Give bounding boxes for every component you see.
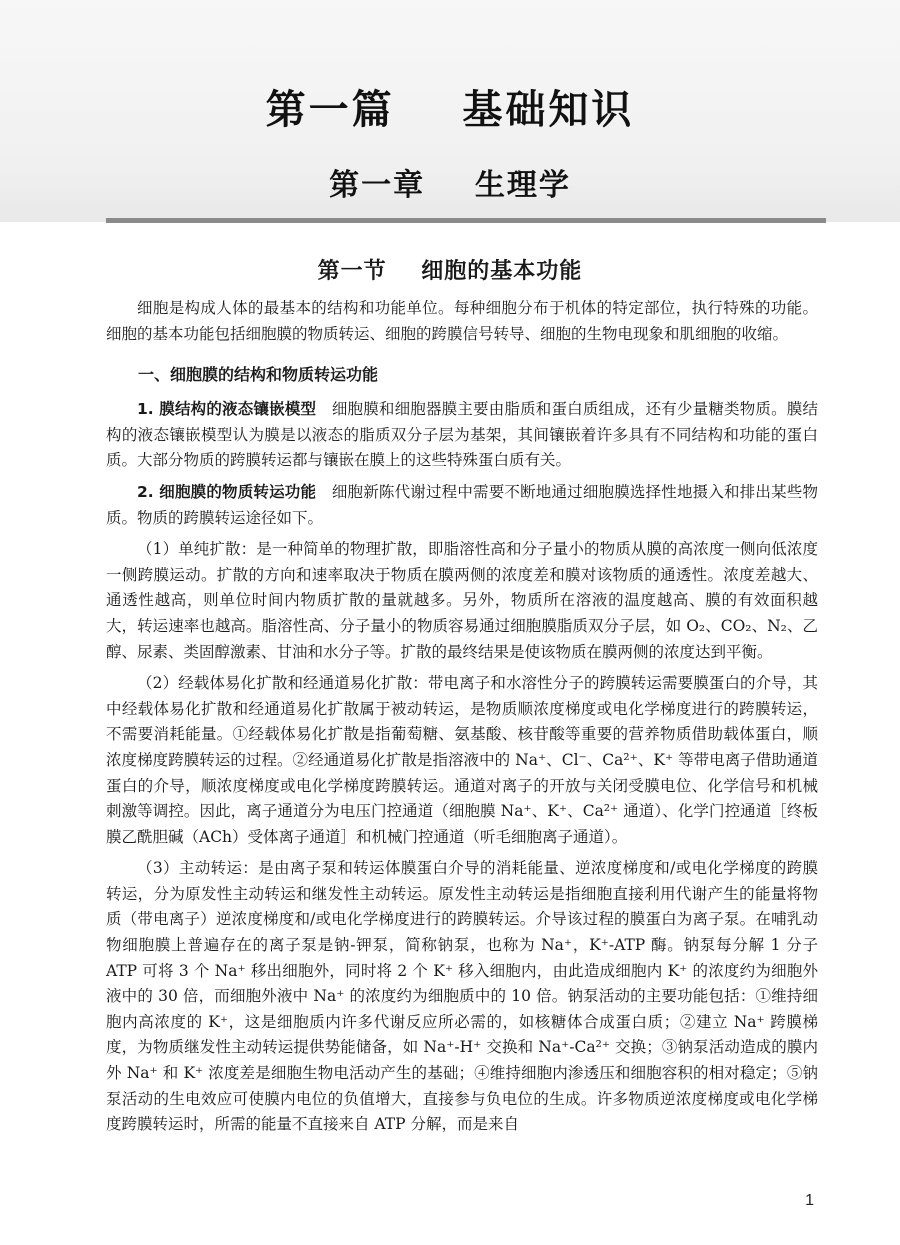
paragraph-transport-function	[106, 480, 818, 531]
term-fluid-mosaic: 1. 膜结构的液态镶嵌模型	[137, 400, 317, 419]
page-number: 1	[805, 1192, 814, 1209]
text-fluid-mosaic: 细胞膜和细胞器膜主要由脂质和蛋白质组成，还有少量糖类物质。膜结构的液态镶嵌模型认为膜是以液态的脂质双分子层为基架，其间镶嵌着许多具有不同结构和功能的蛋白质。大部分物质的跨膜转运都与镶嵌在膜上的这些特殊蛋白质有关。	[106, 400, 818, 470]
paragraph-simple-diffusion: （1）单纯扩散：是一种简单的物理扩散，即脂溶性高和分子量小的物质从膜的高浓度一侧向低浓度一侧跨膜运动。扩散的方向和速率取决于物质在膜两侧的浓度差和膜对该物质的通透性。浓度差越大、通透性越高，则单位时间内物质扩散的量就越多。另外，物质所在溶液的温度越高、膜的有效面积越大，转运速率也越高。脂溶性高、分子量小的物质容易通过细胞膜脂质双分子层，如 O₂、CO₂、N₂、乙醇、尿素、类固醇激素、甘油和水分子等。扩散的最终结果是使该物质在膜两侧的浓度达到平衡。	[106, 540, 818, 661]
chapter-title: 第一章 生理学	[329, 168, 571, 203]
part-title: 第一篇 基础知识	[265, 87, 635, 133]
heading-membrane-structure: 一、细胞膜的结构和物质转运功能	[138, 365, 379, 385]
paragraph-facilitated-diffusion: （2）经载体易化扩散和经通道易化扩散：带电离子和水溶性分子的跨膜转运需要膜蛋白的介导，其中经载体易化扩散和经通道易化扩散属于被动转运，是物质顺浓度梯度或电化学梯度进行的跨膜转运，不需要消耗能量。①经载体易化扩散是指葡萄糖、氨基酸、核苷酸等重要的营养物质借助载体蛋白，顺浓度梯度跨膜转运的过程。②经通道易化扩散是指溶液中的 Na⁺、Cl⁻、Ca²⁺、K⁺ 等带电离子借助通道蛋白的介导，顺浓度梯度或电化学梯度跨膜转运。通道对离子的开放与关闭受膜电位、化学信号和机械刺激等调控。因此，离子通道分为电压门控通道（细胞膜 Na⁺、K⁺、Ca²⁺ 通道）、化学门控通道［终板膜乙酰胆碱（ACh）受体离子通道］和机械门控通道（听毛细胞离子通道）。	[106, 674, 818, 846]
section-title: 第一节 细胞的基本功能	[317, 259, 583, 284]
paragraph-fluid-mosaic	[106, 397, 818, 474]
paragraph-active-transport: （3）主动转运：是由离子泵和转运体膜蛋白介导的消耗能量、逆浓度梯度和/或电化学梯度的跨膜转运，分为原发性主动转运和继发性主动转运。原发性主动转运是指细胞直接利用代谢产生的能量将物质（带电离子）逆浓度梯度和/或电化学梯度进行的跨膜转运。介导该过程的膜蛋白为离子泵。在哺乳动物细胞膜上普遍存在的离子泵是钠-钾泵，简称钠泵，也称为 Na⁺，K⁺-ATP 酶。钠泵每分解 1 分子 ATP 可将 3 个 Na⁺ 移出细胞外，同时将 2 个 K⁺ 移入细胞内，由此造成细胞内 K⁺ 的浓度约为细胞外液中的 30 倍，而细胞外液中 Na⁺ 的浓度约为细胞质中的 10 倍。钠泵活动的主要功能包括：①维持细胞内高浓度的 K⁺，这是细胞质内许多代谢反应所必需的，如核糖体合成蛋白质；②建立 Na⁺ 跨膜梯度，为物质继发性主动转运提供势能储备，如 Na⁺-H⁺ 交换和 Na⁺-Ca²⁺ 交换；③钠泵活动造成的膜内外 Na⁺ 和 K⁺ 浓度差是细胞生物电活动产生的基础；④维持细胞内渗透压和细胞容积的相对稳定；⑤钠泵活动的生电效应可使膜内电位的负值增大，直接参与负电位的生成。许多物质逆浓度梯度或电化学梯度跨膜转运时，所需的能量不直接来自 ATP 分解，而是来自	[106, 859, 818, 1134]
page-body	[106, 296, 818, 1138]
intro-paragraph: 细胞是构成人体的最基本的结构和功能单位。每种细胞分布于机体的特定部位，执行特殊的功能。细胞的基本功能包括细胞膜的物质转运、细胞的跨膜信号转导、细胞的生物电现象和肌细胞的收缩。	[106, 299, 818, 343]
text-transport-function: 细胞新陈代谢过程中需要不断地通过细胞膜选择性地摄入和排出某些物质。物质的跨膜转运途径如下。	[106, 482, 818, 527]
header-divider	[106, 218, 826, 223]
term-transport-function: 2. 细胞膜的物质转运功能	[137, 482, 317, 501]
